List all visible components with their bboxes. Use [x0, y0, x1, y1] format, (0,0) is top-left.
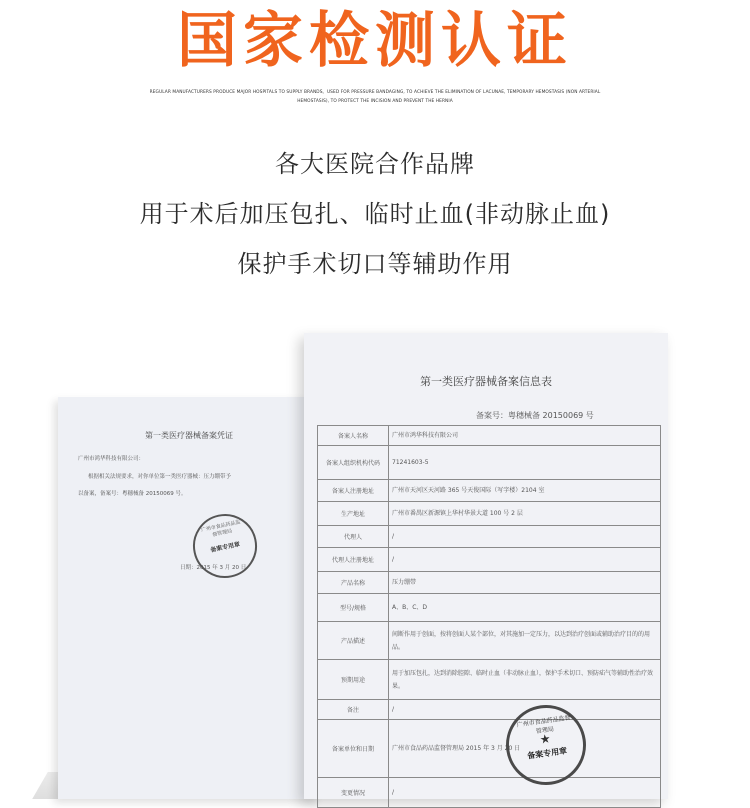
certificate-line-1: 广州市鸿华科技有限公司：	[78, 456, 145, 462]
table-row	[318, 548, 661, 572]
field-value: 广州市番禺区新源镇上华村华景大道 100 号 2 层	[389, 502, 661, 526]
field-label: 代理人注册地址	[318, 548, 389, 572]
field-label: 代理人	[318, 526, 389, 548]
field-value: /	[389, 526, 661, 548]
field-label: 备注	[318, 700, 389, 720]
description-line-2: 用于术后加压包扎、临时止血(非动脉止血)	[139, 200, 611, 228]
field-label: 产品描述	[318, 622, 389, 660]
field-value: 压力绷带	[389, 572, 661, 594]
field-value: 广州市食品药品监督管理局 2015 年 3 月 20 日	[389, 720, 661, 778]
english-subtitle-line-2: HEMOSTASIS), TO PROTECT THE INCISION AND PREVENT THE HERNIA	[297, 99, 453, 104]
field-label: 备案人注册地址	[318, 480, 389, 502]
seal-ring-text: 广州市食品药品监督管理局	[200, 519, 242, 539]
field-label: 变更情况	[318, 778, 389, 808]
certificate-title: 第一类医疗器械备案凭证	[145, 431, 233, 440]
table-row	[318, 502, 661, 526]
table-row	[318, 720, 661, 778]
description-line-3: 保护手术切口等辅助作用	[237, 250, 513, 278]
field-value: 用于加压包扎，达到消除腔隙、临时止血（非动脉止血），保护手术切口、预防疝气等辅助性治疗效果。	[389, 660, 661, 700]
field-label: 型号/规格	[318, 594, 389, 622]
table-row	[318, 700, 661, 720]
table-row	[318, 572, 661, 594]
field-label: 备案人名称	[318, 426, 389, 446]
table-row	[318, 426, 661, 446]
field-value: /	[389, 548, 661, 572]
table-row	[318, 660, 661, 700]
field-value: A、B、C、D	[389, 594, 661, 622]
star-icon: ★	[538, 731, 552, 747]
certificate-date: 日期：2015 年 3 月 20 日	[180, 565, 247, 571]
field-value: 广州市天河区天河路 365 号天俊国际（写字楼）2104 室	[389, 480, 661, 502]
seal-label: 备案专用章	[209, 540, 241, 554]
field-value: /	[389, 700, 661, 720]
filing-record-form-document	[304, 333, 668, 799]
field-value: /	[389, 778, 661, 808]
field-label: 产品名称	[318, 572, 389, 594]
field-label: 备案人组织机构代码	[318, 446, 389, 480]
field-value: 广州市鸿华科技有限公司	[389, 426, 661, 446]
field-value: 间断作用于创面，按将创面人某个部位，对其施加一定压力，以达到治疗创面或辅助治疗目的的用品。	[389, 622, 661, 660]
seal-ring-text: 广州市食品药品监督管理局	[516, 714, 571, 736]
seal-label: 备案专用章	[526, 745, 568, 761]
filing-certificate-document	[58, 397, 320, 799]
table-row	[318, 526, 661, 548]
field-label: 生产地址	[318, 502, 389, 526]
certificate-line-2: 根据相关法规要求，对你单位第一类医疗器械：压力绷带予	[88, 474, 232, 480]
field-label: 备案单位和日期	[318, 720, 389, 778]
description-line-1: 各大医院合作品牌	[275, 150, 475, 178]
table-row	[318, 622, 661, 660]
table-row	[318, 480, 661, 502]
table-row	[318, 446, 661, 480]
field-label: 预期用途	[318, 660, 389, 700]
english-subtitle-line-1: REGULAR MANUFACTURERS PRODUCE MAJOR HOSPITALS TO SUPPLY BRANDS。USED FOR PRESSURE BANDAGING, TO ACHIEVE THE ELIMINATION OF LACUNAE, TEMPORARY HEMOSTASIS (NON ARTERIAL	[149, 90, 601, 95]
record-form-table	[317, 425, 661, 808]
page-title: 国家检测认证	[177, 6, 573, 76]
official-seal	[187, 508, 263, 584]
form-title: 第一类医疗器械备案信息表	[420, 375, 552, 388]
table-row	[318, 778, 661, 808]
certificate-line-3: 以备案，备案号：粤穗械备 20150069 号。	[78, 491, 187, 497]
table-row	[318, 594, 661, 622]
field-value: 71241603-5	[389, 446, 661, 480]
record-number: 备案号：粤穗械备 20150069 号	[476, 411, 594, 420]
